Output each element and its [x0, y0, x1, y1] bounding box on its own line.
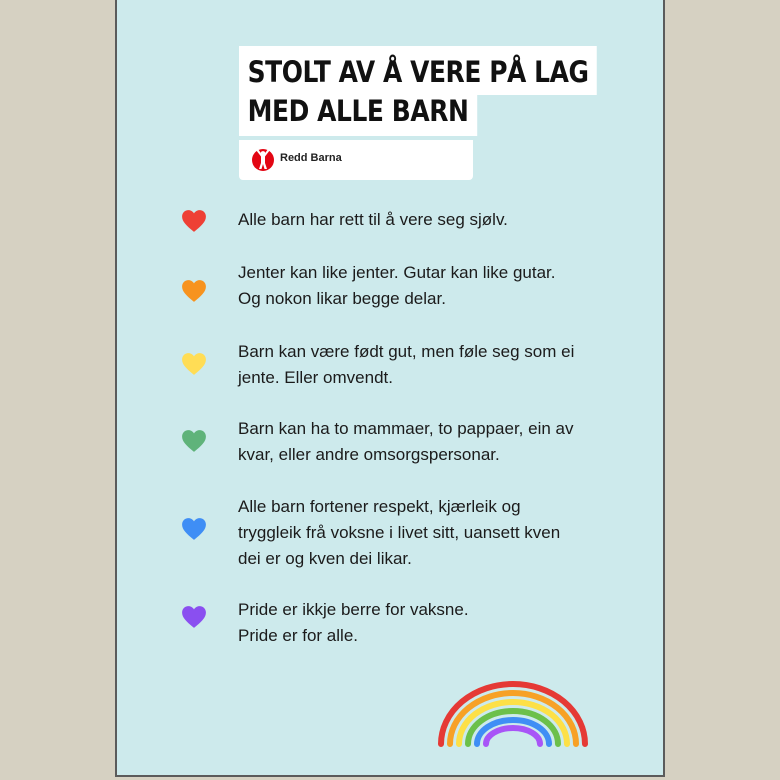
item-line: Jenter kan like jenter. Gutar kan like gutar. — [238, 263, 556, 282]
item-line: jente. Eller omvendt. — [238, 368, 393, 387]
item-text — [238, 260, 618, 312]
title-box — [239, 46, 655, 136]
red-heart-icon — [181, 209, 207, 233]
item-line: Og nokon likar begge delar. — [238, 289, 446, 308]
purple-heart-icon — [181, 605, 207, 629]
title-line-2: MED ALLE BARN — [239, 95, 477, 136]
rainbow-icon — [435, 676, 591, 748]
brand-name: Redd Barna — [280, 152, 342, 164]
orange-heart-icon — [181, 279, 207, 303]
item-line: tryggleik frå voksne i livet sitt, uansett kven — [238, 523, 561, 542]
redd-barna-logo-icon — [251, 146, 275, 172]
item-line: Pride er for alle. — [238, 626, 358, 645]
title-line-1: STOLT AV Å VERE PÅ LAG — [239, 46, 597, 95]
yellow-heart-icon — [181, 352, 207, 376]
item-text — [238, 597, 618, 649]
item-line: Alle barn fortener respekt, kjærleik og — [238, 497, 521, 516]
blue-heart-icon — [181, 517, 207, 541]
brand-logo-box — [239, 140, 473, 180]
item-line: Barn kan ha to mammaer, to pappaer, ein av — [238, 419, 574, 438]
item-line: kvar, eller andre omsorgspersonar. — [238, 445, 500, 464]
item-text — [238, 416, 618, 468]
item-line: dei er og kven dei likar. — [238, 549, 412, 568]
item-text — [238, 494, 618, 572]
item-text — [238, 207, 618, 233]
green-heart-icon — [181, 429, 207, 453]
item-line: Pride er ikkje berre for vaksne. — [238, 600, 469, 619]
item-line: Alle barn har rett til å vere seg sjølv. — [238, 210, 508, 229]
poster-page — [115, 0, 665, 777]
item-text — [238, 339, 618, 391]
item-line: Barn kan være født gut, men føle seg som ei — [238, 342, 575, 361]
